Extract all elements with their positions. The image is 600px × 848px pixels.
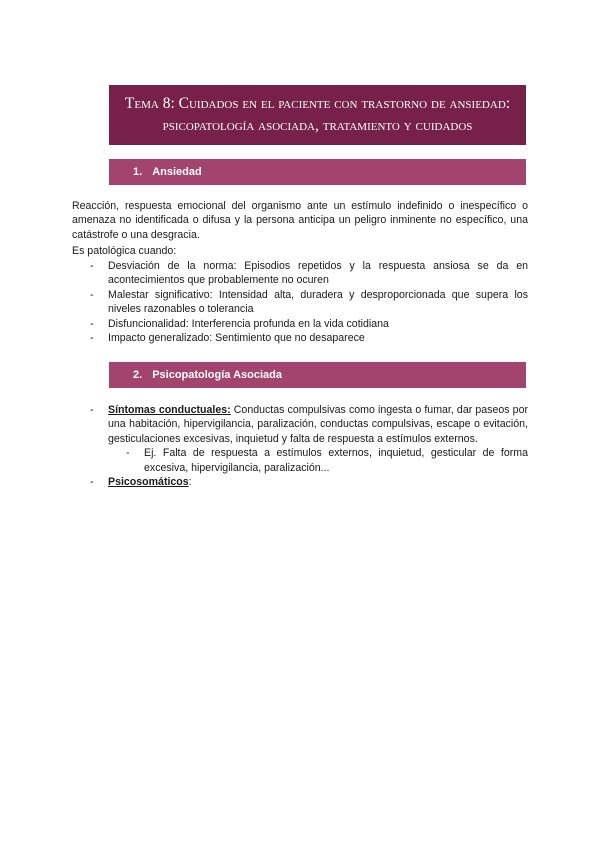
list-item xyxy=(72,403,528,475)
section-title: Psicopatología Asociada xyxy=(152,369,282,381)
psicosomaticos-label: Psicosomáticos xyxy=(108,476,189,489)
bullet-dash: - xyxy=(90,476,94,489)
section-number: 2. xyxy=(133,369,143,381)
list-item xyxy=(72,475,528,489)
bullet-dash: - xyxy=(90,317,94,330)
ansiedad-intro: Es patológica cuando: xyxy=(72,245,177,257)
ansiedad-criteria-list xyxy=(72,259,528,345)
list-item-text: Desviación de la norma: Episodios repetidos y la respuesta ansiosa se da en acontecimientos que probablemente no ocuren xyxy=(108,260,528,287)
list-item xyxy=(72,317,528,331)
conductuales-sublist xyxy=(108,446,528,475)
list-item-text: Disfuncionalidad: Interferencia profunda en la vida cotidiana xyxy=(108,317,389,330)
psicopatologia-list xyxy=(72,403,528,489)
list-item xyxy=(72,288,528,317)
page-title-text: Tema 8: Cuidados en el paciente con trastorno de ansiedad: psicopatología asociada, tratamiento y cuidados xyxy=(124,95,511,134)
conductuales-example: Ej. Falta de respuesta a estímulos externos, inquietud, gesticular de forma excesiva, hipervigilancia, paralización... xyxy=(144,447,528,474)
conductuales-text: Conductas compulsivas como ingesta o fumar, dar paseos por una habitación, hipervigilancia, paralización, conductas compulsivas, escape o evitación, gesticulaciones excesivas, inquietud y falta de respuesta a estímulos externos. xyxy=(108,404,528,445)
conductuales-label: Síntomas conductuales: xyxy=(108,404,231,416)
list-item xyxy=(72,331,528,345)
sublist-item xyxy=(108,446,528,475)
list-item-text: Impacto generalizado: Sentimiento que no desaparece xyxy=(108,332,365,345)
ansiedad-definition: Reacción, respuesta emocional del organismo ante un estímulo indefinido o inespecífico o amenaza no identificada o difusa y la persona anticipa un peligro inminente no específico, una catástrofe o una desgracia. xyxy=(72,200,528,241)
page-title xyxy=(109,85,526,145)
section-heading-psicopatologia xyxy=(109,362,526,388)
section-number: 1. xyxy=(133,166,143,178)
bullet-dash: - xyxy=(90,260,94,272)
list-item-text: Malestar significativo: Intensidad alta, duradera y desproporcionada que supera los niveles razonables o tolerancia xyxy=(108,288,528,316)
bullet-dash: - xyxy=(90,404,94,416)
list-item xyxy=(72,259,528,288)
psicosomaticos-suffix: : xyxy=(188,476,192,489)
section-heading-ansiedad xyxy=(109,159,526,185)
section-title: Ansiedad xyxy=(152,166,202,178)
bullet-dash: - xyxy=(90,332,94,345)
bullet-dash: - xyxy=(126,447,130,460)
bullet-dash: - xyxy=(90,288,94,301)
